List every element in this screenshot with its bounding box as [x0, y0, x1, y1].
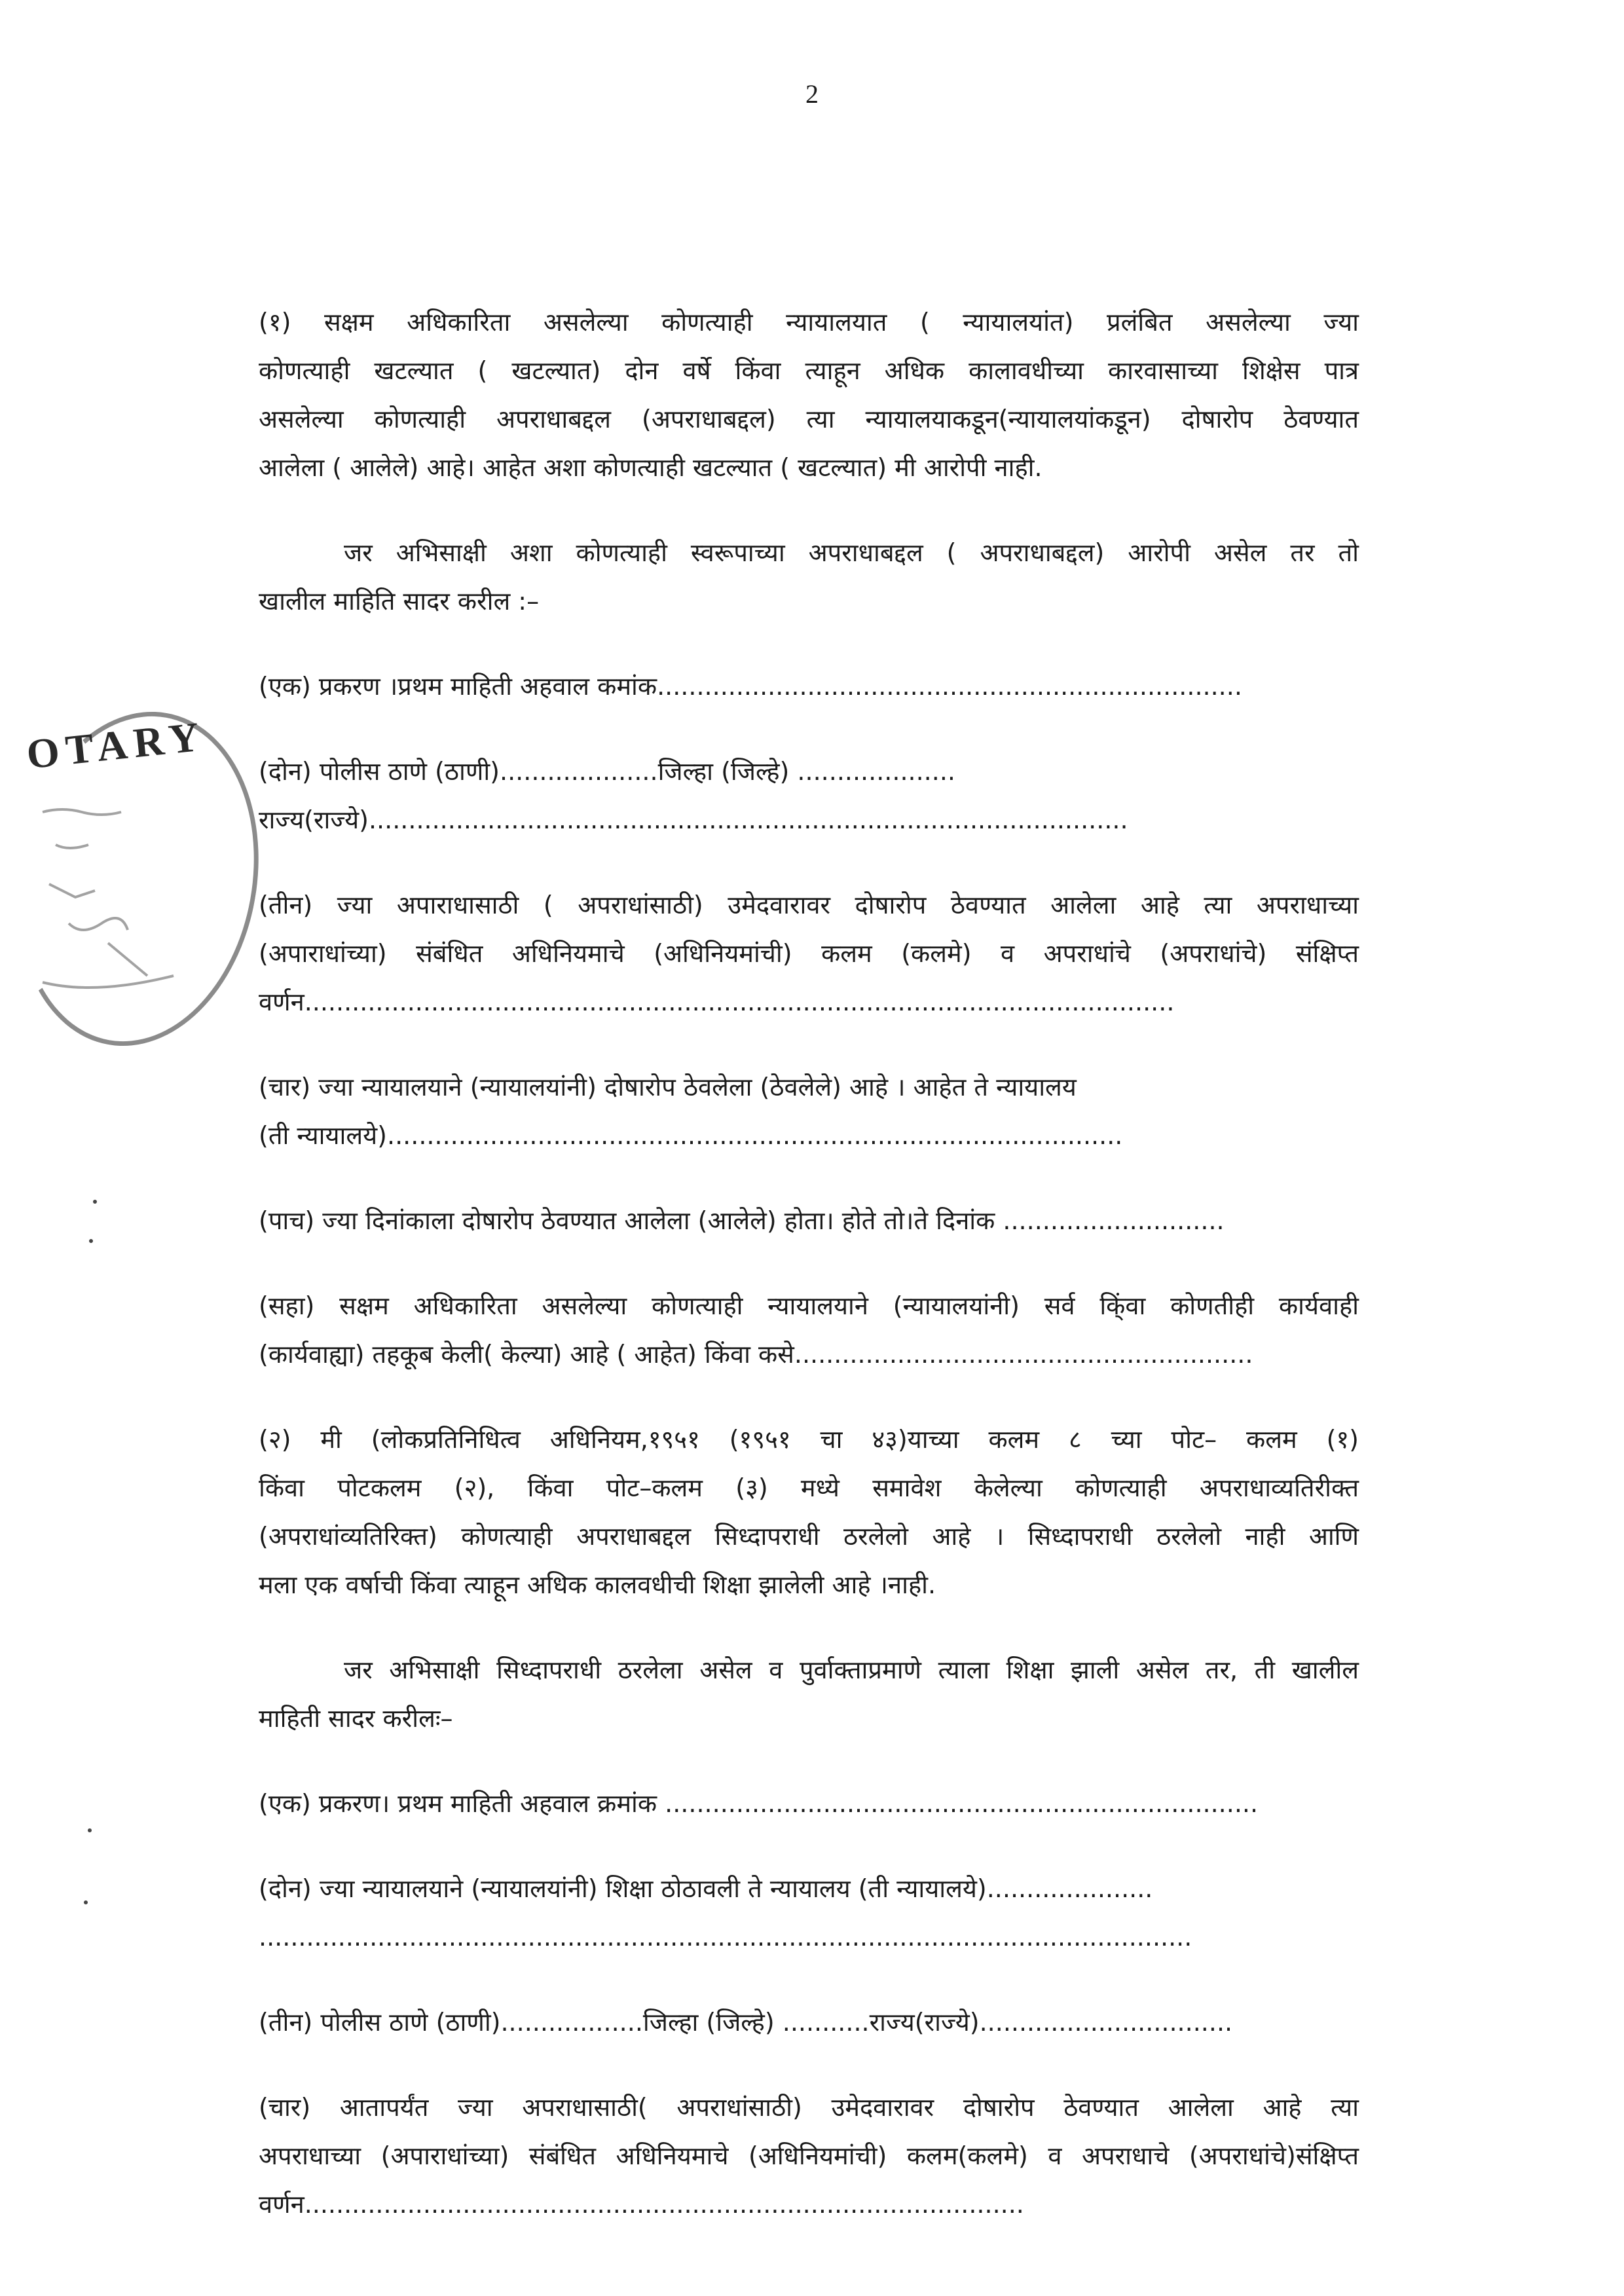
text-line: अपराधाच्या (अपाराधांच्या) संबंधित अधिनियमाचे (अधिनियमांची) कलम(कलमे) व अपराधाचे (अपराधांचे)संक्षिप्त	[259, 2141, 1359, 2170]
text-line: जर अभिसाक्षी अशा कोणत्याही स्वरूपाच्या अपराधाबद्दल ( अपराधाबद्दल) आरोपी असेल तर तो	[344, 538, 1359, 567]
paragraph-2	[259, 528, 1359, 625]
text-line: राज्य(राज्ये)................................................................................................	[259, 805, 1128, 834]
text-line: (तीन) पोलीस ठाणे (ठाणी)..................जिल्हा (जिल्हे) ...........राज्य(राज्ये)................................	[259, 2008, 1233, 2037]
paragraph-12	[259, 1864, 1359, 1961]
text-line: आलेला ( आलेले) आहे। आहेत अशा कोणत्याही खटल्यात ( खटल्यात) मी आरोपी नाही.	[259, 453, 1043, 482]
document-body	[259, 298, 1359, 2265]
text-line: (अपाराधांच्या) संबंधित अधिनियमाचे (अधिनियमांची) कलम (कलमे) व अपराधांचे (अपराधांचे) संक्षिप्त	[259, 939, 1359, 968]
paragraph-9	[259, 1415, 1359, 1609]
text-line: (एक) प्रकरण ।प्रथम माहिती अहवाल कमांक..........................................................................	[259, 672, 1242, 701]
scan-speck	[93, 1200, 97, 1204]
text-line: (सहा) सक्षम अधिकारिता असलेल्या कोणत्याही न्यायालयाने (न्यायालयांनी) सर्व कि्ंवा कोणतीही कार्यवाही	[259, 1291, 1359, 1320]
notary-stamp-inner-marks	[29, 799, 200, 1015]
text-line: किंवा पोटकलम (२), किंवा पोट–कलम (३) मध्ये समावेश केलेल्या कोणत्याही अपराधाव्यतिरीक्त	[259, 1473, 1359, 1502]
text-line: (१) सक्षम अधिकारिता असलेल्या कोणत्याही न्यायालयात ( न्यायालयांत) प्रलंबित असलेल्या ज्या	[259, 308, 1359, 337]
text-line: ......................................................................................................................	[259, 1923, 1192, 1952]
page-number: 2	[805, 79, 819, 109]
notary-stamp-lettering: OTARY	[24, 713, 208, 778]
paragraph-3	[259, 662, 1359, 711]
text-line: असलेल्या कोणत्याही अपराधाबद्दल (अपराधाबद्दल) त्या न्यायालयाकडून(न्यायालयांकडून) दोषारोप ठेवण्यात	[259, 405, 1359, 434]
paragraph-8	[259, 1282, 1359, 1379]
paragraph-11	[259, 1779, 1359, 1828]
paragraph-5	[259, 881, 1359, 1026]
text-line: (२) मी (लोकप्रतिनिधित्व अधिनियम,१९५१ (१९५१ चा ४३)याच्या कलम ८ च्या पोट– कलम (१)	[259, 1425, 1359, 1454]
paragraph-1	[259, 298, 1359, 492]
text-line: खालील माहिति सादर करील :–	[259, 587, 540, 616]
text-line: (अपराधांव्यतिरिक्त) कोणत्याही अपराधाबद्दल सिध्दापराधी ठरलेलो आहे । सिध्दापराधी ठरलेलो नाही आणि	[259, 1522, 1359, 1551]
text-line: कोणत्याही खटल्यात ( खटल्यात) दोन वर्षे किंवा त्याहून अधिक कालावधीच्या कारवासाच्या शिक्षेस पात्र	[259, 356, 1359, 385]
text-line: (चार) आतापर्यंत ज्या अपराधासाठी( अपराधांसाठी) उमेदवारावर दोषारोप ठेवण्यात आलेला आहे त्या	[259, 2093, 1359, 2122]
paragraph-7	[259, 1196, 1359, 1245]
paragraph-13	[259, 1998, 1359, 2046]
paragraph-14	[259, 2083, 1359, 2229]
text-line: (चार) ज्या न्यायालयाने (न्यायालयांनी) दोषारोप ठेवलेला (ठेवलेले) आहे । आहेत ते न्यायालय	[259, 1073, 1077, 1102]
text-line: (एक) प्रकरण। प्रथम माहिती अहवाल क्रमांक ...........................................................................	[259, 1789, 1259, 1818]
text-line: वर्णन..............................................................................................................	[259, 988, 1175, 1016]
paragraph-6	[259, 1063, 1359, 1160]
text-line: (दोन) पोलीस ठाणे (ठाणी)....................जिल्हा (जिल्हे) ....................	[259, 757, 956, 786]
text-line: माहिती सादर करीलः–	[259, 1704, 453, 1733]
paragraph-10	[259, 1646, 1359, 1743]
text-line: (पाच) ज्या दिनांकाला दोषारोप ठेवण्यात आलेला (आलेले) होता। होते तो।ते दिनांक ............................	[259, 1206, 1225, 1235]
text-line: (दोन) ज्या न्यायालयाने (न्यायालयांनी) शिक्षा ठोठावली ते न्यायालय (ती न्यायालये).....................	[259, 1874, 1153, 1903]
text-line: (ती न्यायालये).............................................................................................	[259, 1121, 1123, 1150]
text-line: जर अभिसाक्षी सिध्दापराधी ठरलेला असेल व पुर्वाक्ताप्रमाणे त्याला शिक्षा झाली असेल तर, ती खालील	[344, 1656, 1359, 1684]
text-line: (तीन) ज्या अपाराधासाठी ( अपराधांसाठी) उमेदवारावर दोषारोप ठेवण्यात आलेला आहे त्या अपराधाच्या	[259, 891, 1359, 919]
scan-speck	[84, 1900, 88, 1904]
text-line: (कार्यवाह्या) तहकूब केली( केल्या) आहे ( आहेत) किंवा कसे..........................................................	[259, 1340, 1253, 1369]
scan-speck	[88, 1828, 92, 1832]
text-line: वर्णन...........................................................................................	[259, 2190, 1024, 2219]
scan-speck	[89, 1239, 93, 1243]
paragraph-4	[259, 747, 1359, 844]
text-line: मला एक वर्षाची किंवा त्याहून अधिक कालवधीची शिक्षा झालेली आहे ।नाही.	[259, 1570, 936, 1599]
